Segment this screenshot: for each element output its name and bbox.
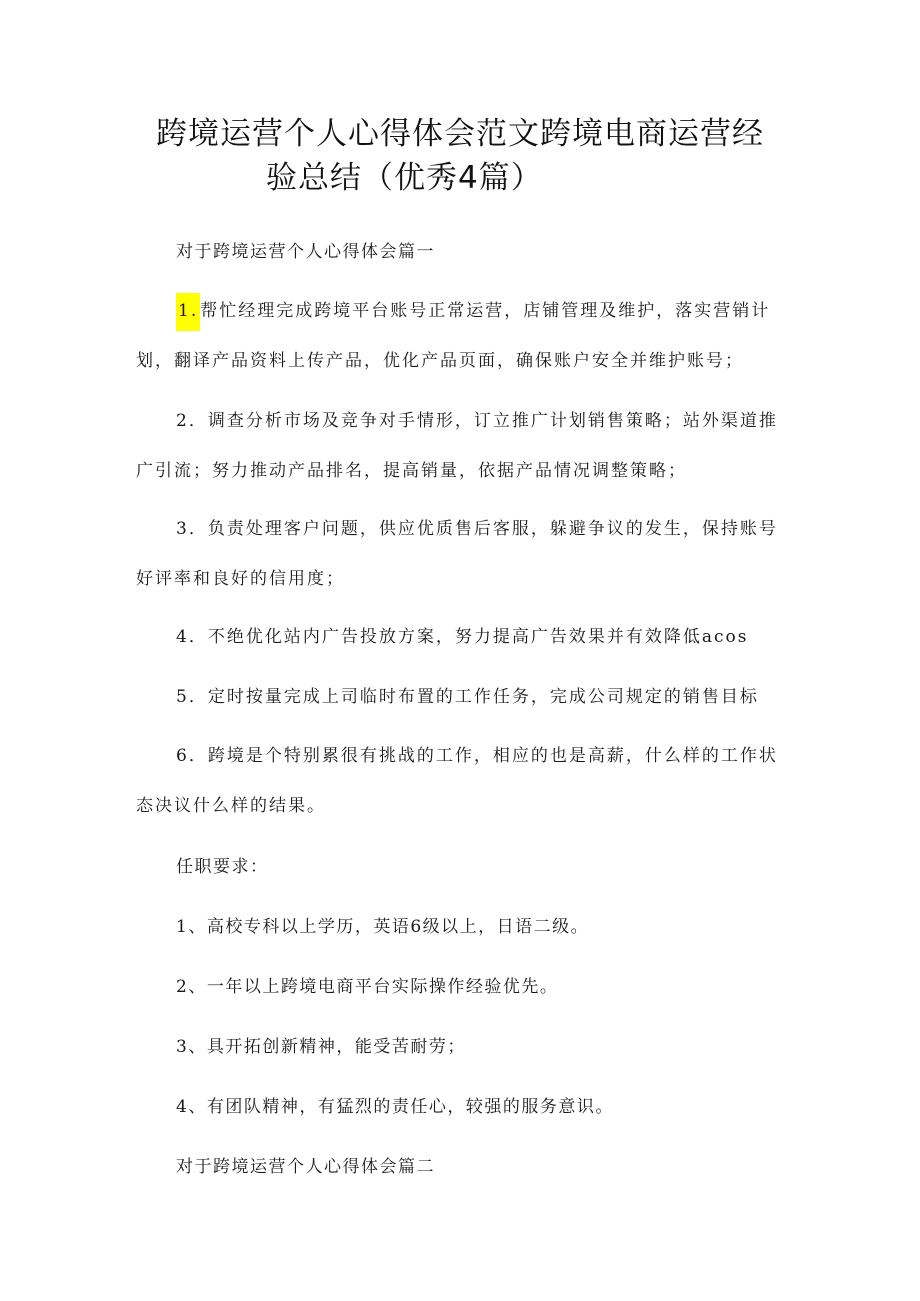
duty-number: 3 <box>176 519 189 539</box>
document-title <box>120 112 800 200</box>
duty-item-4 <box>136 624 792 650</box>
title-line-1: 跨境运营个人心得体会范文跨境电商运营经 <box>156 116 764 152</box>
duty-text: ．调查分析市场及竞争对手情形，订立推广计划销售策略；站外渠道推广引流；努力推动产品排名，提高销量，依据产品情况调整策略； <box>136 411 778 481</box>
duty-number: 4 <box>176 627 189 647</box>
requirement-item-3: 3、具开拓创新精神，能受苦耐劳； <box>176 1037 466 1057</box>
duty-text: ．负责处理客户问题，供应优质售后客服，躲避争议的发生，保持账号好评率和良好的信用度； <box>136 519 778 589</box>
requirements-heading: 任职要求： <box>176 857 269 877</box>
duty-number: 2 <box>176 411 189 431</box>
requirement-item-1: 1、高校专科以上学历，英语6级以上，日语二级。 <box>176 917 590 937</box>
duty-text: 帮忙经理完成跨境平台账号正常运营，店铺管理及维护，落实营销计划，翻译产品资料上传产品，优化产品页面，确保账户安全并维护账号； <box>136 301 771 371</box>
duty-number: 6 <box>176 746 189 766</box>
duty-item-6 <box>136 731 792 831</box>
duty-item-1 <box>136 286 792 386</box>
title-line-2: 验总结（优秀4篇） <box>266 160 543 196</box>
duty-item-5 <box>136 684 792 710</box>
duty-item-3 <box>136 504 792 604</box>
duty-item-2 <box>136 396 792 496</box>
requirement-item-2: 2、一年以上跨境电商平台实际操作经验优先。 <box>176 977 559 997</box>
duty-number: 5 <box>176 687 189 707</box>
duty-text: ．跨境是个特别累很有挑战的工作，相应的也是高薪，什么样的工作状态决议什么样的结果。 <box>136 746 778 816</box>
duty-text: ．定时按量完成上司临时布置的工作任务，完成公司规定的销售目标 <box>188 687 759 707</box>
duty-text: ．不绝优化站内广告投放方案，努力提高广告效果并有效降低acos <box>188 627 749 647</box>
section-heading-2: 对于跨境运营个人心得体会篇二 <box>176 1157 435 1177</box>
requirement-item-4: 4、有团队精神，有猛烈的责任心，较强的服务意识。 <box>176 1097 614 1117</box>
section-heading-1: 对于跨境运营个人心得体会篇一 <box>176 242 435 262</box>
duty-number-highlight: 1. <box>176 293 200 331</box>
